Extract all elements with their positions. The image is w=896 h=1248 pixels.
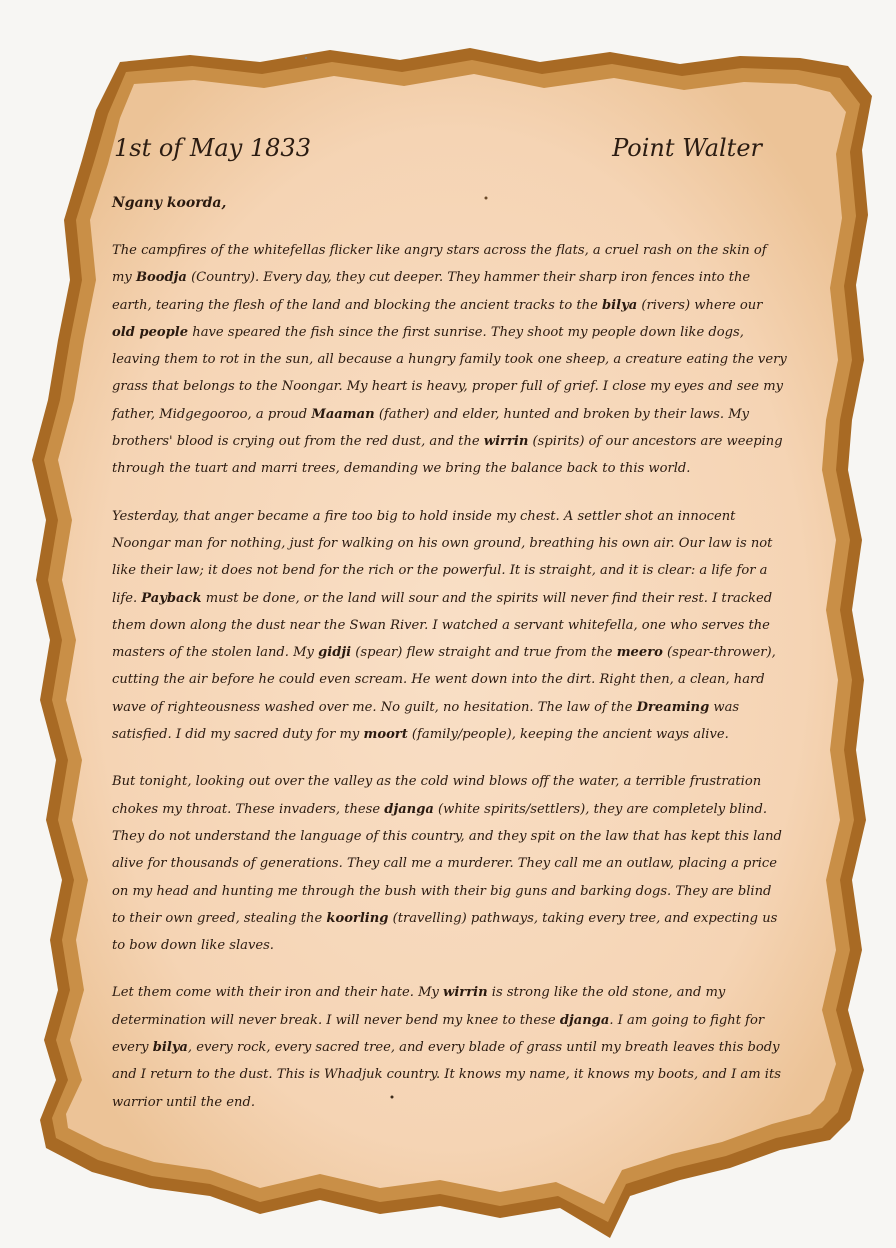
text-run: (father) and elder, hunted and broken by their laws. My brothers' blood is crying out from the red dust, and the: [112, 406, 750, 450]
bold-term: wirrin: [443, 985, 488, 1001]
text-run: (Country). Every day, they cut deeper. They hammer their sharp iron fences into the earth, tearing the flesh of the land and blocking the ancient tracks to the: [112, 270, 751, 313]
bold-term: moort: [363, 727, 408, 743]
text-run: The campfires of the whitefellas flicker like angry stars across the flats, a cruel rash on the skin of my: [112, 243, 767, 286]
paragraph: [112, 768, 788, 959]
text-run: (rivers) where our: [637, 297, 763, 313]
text-run: is strong like the old stone, and my determination will never break. I will never bend my knee to these: [112, 985, 726, 1028]
bold-term: Dreaming: [636, 699, 710, 715]
bold-term: meero: [616, 645, 663, 661]
bold-term: Payback: [141, 590, 202, 606]
bold-term: djanga: [384, 801, 434, 817]
letter-date: 1st of May 1833: [114, 134, 311, 162]
text-run: (white spirits/settlers), they are completely blind. They do not understand the language of this country, and they spit on the law that has kept this land alive for thousands of generations. They call me a murderer. They call me an outlaw, placing a price on my head and hunting me through the bush with their big guns and barking dogs. They are blind to their own greed, stealing the: [112, 801, 782, 926]
letter: [112, 128, 788, 1116]
bold-term: old people: [112, 324, 189, 340]
text-run: But tonight, looking out over the valley as the cold wind blows off the water, a terrible frustration chokes my throat. These invaders, these: [112, 774, 762, 817]
text-run: (spear-thrower), cutting the air before he could even scream. He went down into the dirt. Right then, a clean, hard wave of righteousness washed over me. No guilt, no hesitation. The law of the: [112, 645, 776, 715]
bold-term: bilya: [601, 297, 638, 313]
text-run: was satisfied. I did my sacred duty for my: [112, 699, 740, 743]
bold-term: Maaman: [311, 406, 375, 422]
bold-term: koorling: [326, 910, 389, 926]
bold-term: gidji: [318, 645, 352, 661]
paragraph: [112, 503, 788, 749]
text-run: must be done, or the land will sour and the spirits will never find their rest. I tracked them down along the dust near the Swan River. I watched a servant whitefella, one who serves the masters of the stolen land. My: [112, 590, 773, 661]
bold-term: bilya: [152, 1040, 188, 1056]
text-run: . I am going to fight for every: [112, 1012, 765, 1056]
speck: [305, 57, 307, 59]
text-run: (spirits) of our ancestors are weeping through the tuart and marri trees, demanding we bring the balance back to this world.: [112, 434, 783, 477]
paragraph: [112, 979, 788, 1115]
letter-place: Point Walter: [612, 134, 762, 162]
text-run: have speared the fish since the first sunrise. They shoot my people down like dogs, leaving them to rot in the sun, all because a hungry family took one sheep, a creature eating the very grass that belongs to the Noongar. My heart is heavy, proper full of grief. I close my eyes and see my father, Midgegooroo, a proud: [112, 324, 787, 422]
letter-header: [112, 128, 788, 172]
text-run: , every rock, every sacred tree, and every blade of grass until my breath leaves this body and I return to the dust. This is Whadjuk country. It knows my name, it knows my boots, and I am its warrior until the end.: [112, 1040, 781, 1110]
letter-greeting: Ngany koorda,: [112, 195, 227, 211]
text-run: (travelling) pathways, taking every tree, and expecting us to bow down like slaves.: [112, 910, 778, 954]
bold-term: Boodja: [135, 270, 187, 286]
text-run: (spear) flew straight and true from the: [351, 645, 617, 661]
text-run: Let them come with their iron and their hate. My: [112, 985, 444, 1001]
bold-term: djanga: [559, 1012, 610, 1028]
bold-term: wirrin: [483, 434, 529, 450]
paragraph: [112, 237, 788, 483]
text-run: (family/people), keeping the ancient ways alive.: [407, 727, 729, 743]
text-run: Yesterday, that anger became a fire too big to hold inside my chest. A settler shot an innocent Noongar man for nothing, just for walking on his own ground, breathing his own air. Our law is not like their law; it does not bend for the rich or the powerful. It is straight, and it is clear: a life for a life.: [112, 508, 773, 606]
